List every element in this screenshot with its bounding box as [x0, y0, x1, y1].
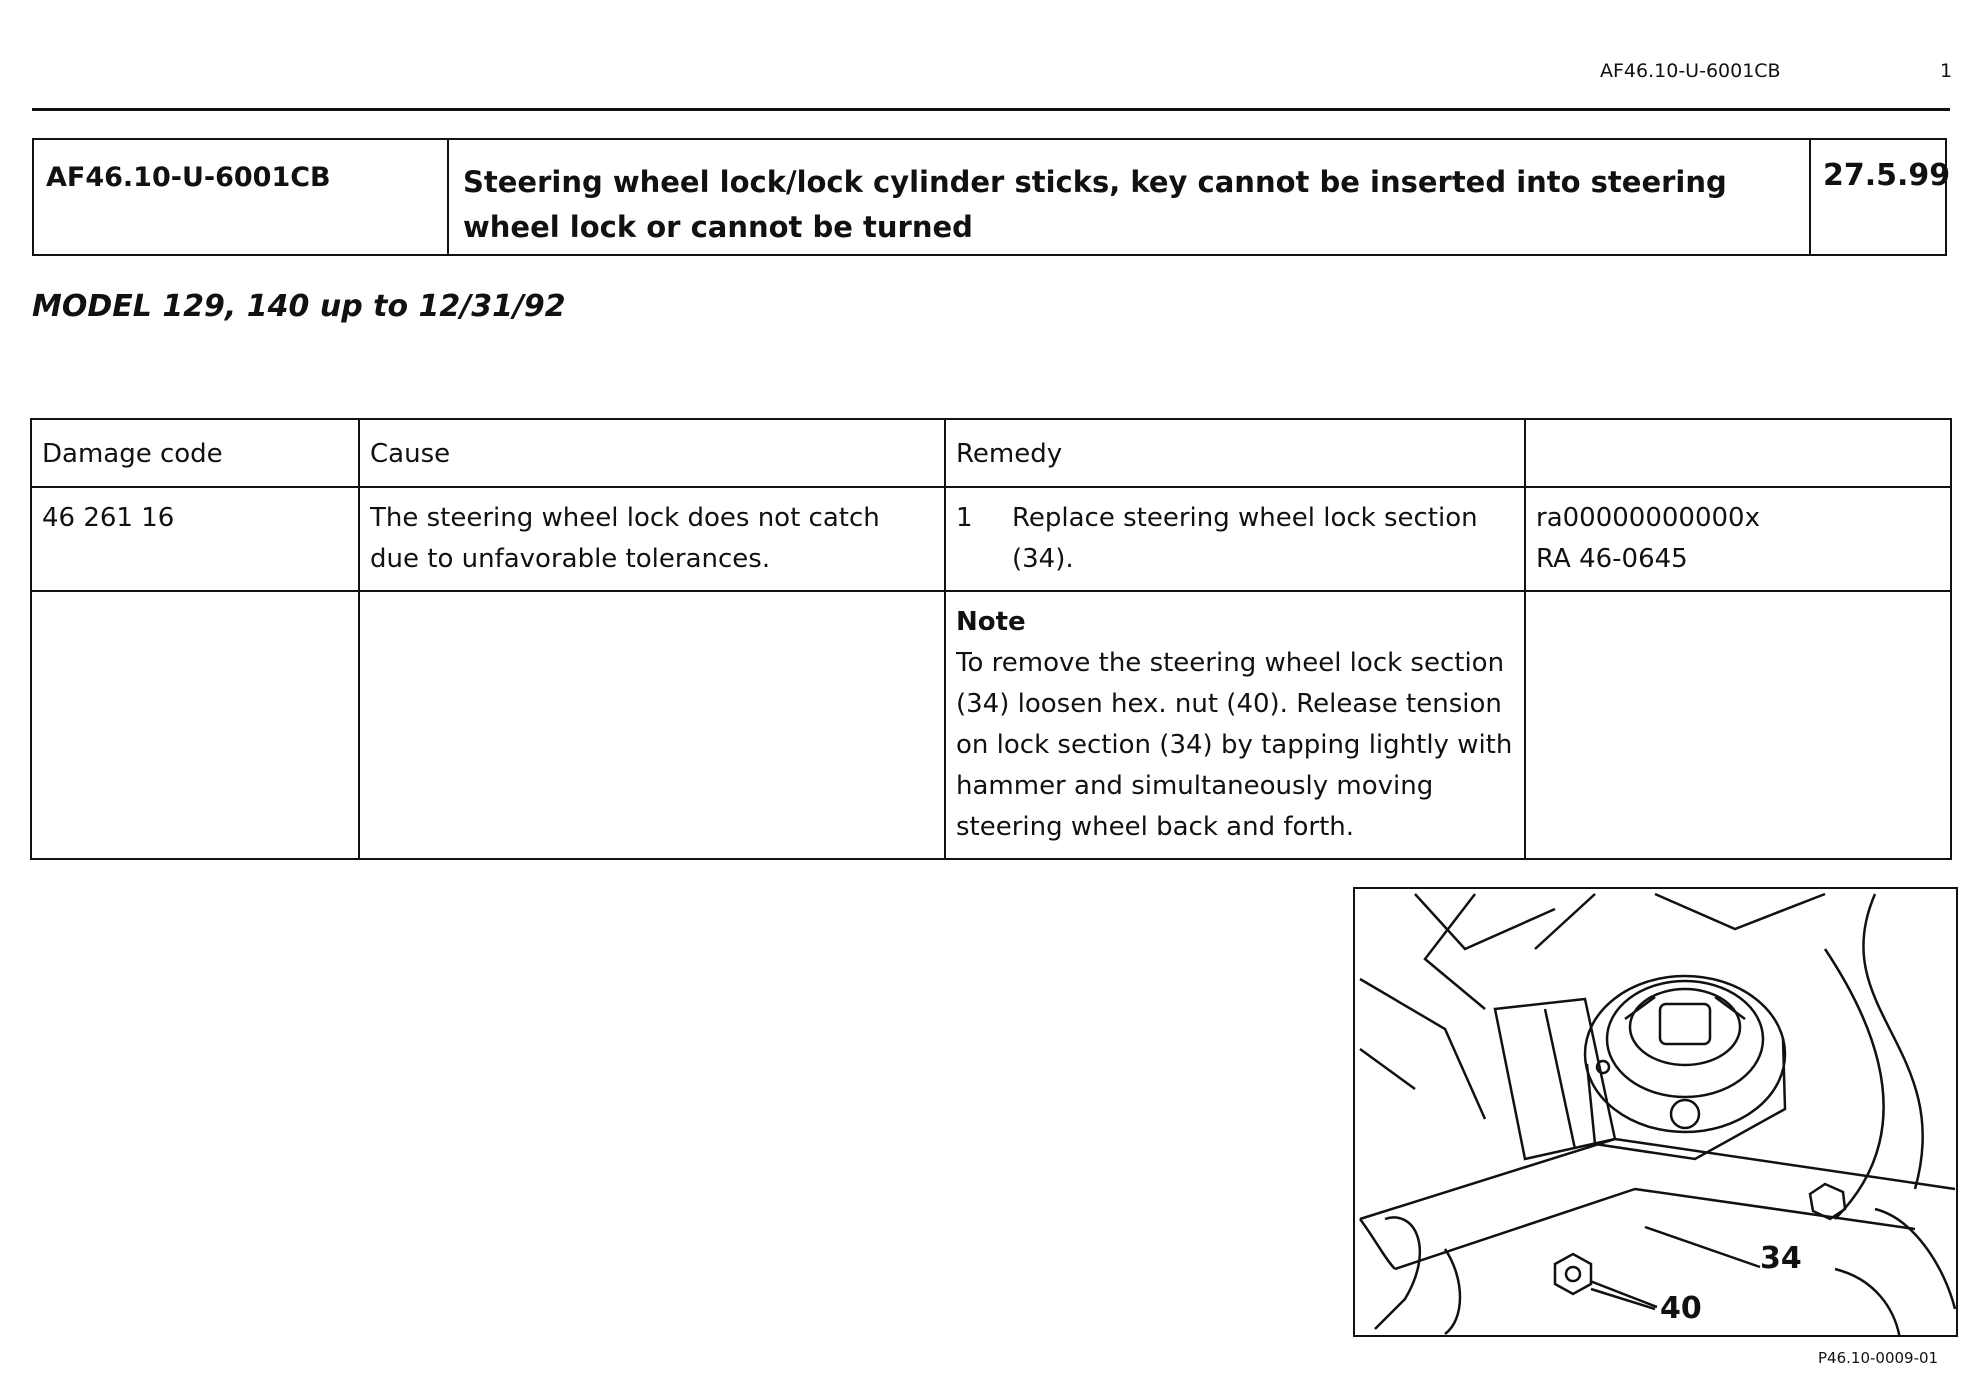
damage-code-cell: 46 261 16	[31, 487, 359, 591]
header-remedy: Remedy	[945, 419, 1525, 487]
figure-caption: P46.10-0009-01	[1818, 1349, 1939, 1367]
note-text: To remove the steering wheel lock section (34) loosen hex. nut (40). Release tension on lock section (34) by tapping lightly with hammer and simultaneously moving steering wheel back and forth.	[956, 648, 1513, 842]
table-header-row	[31, 419, 1951, 487]
reference-2[interactable]: RA 46-0645	[1536, 544, 1688, 574]
table-row	[31, 487, 1951, 591]
reference-cell	[1525, 487, 1951, 591]
title-block	[32, 138, 1951, 256]
reference-1[interactable]: ra00000000000x	[1536, 503, 1760, 533]
header-document-id: AF46.10-U-6001CB	[1600, 60, 1781, 82]
note-cell	[945, 591, 1525, 859]
note-heading: Note	[956, 607, 1026, 637]
header-damage-code: Damage code	[31, 419, 359, 487]
title-date: 27.5.99	[1823, 158, 1951, 193]
callout-34: 34	[1760, 1241, 1802, 1276]
callout-40: 40	[1660, 1291, 1702, 1326]
remedy-cell	[945, 487, 1525, 591]
title-code: AF46.10-U-6001CB	[34, 140, 449, 254]
empty-cell	[1525, 591, 1951, 859]
steering-column-drawing	[1355, 889, 1958, 1337]
table-row-note	[31, 591, 1951, 859]
remedy-step-text: Replace steering wheel lock section (34).	[1012, 503, 1478, 574]
header-rule	[32, 108, 1950, 111]
remedy-step-number: 1	[956, 503, 973, 533]
header-reference	[1525, 419, 1951, 487]
header-cause: Cause	[359, 419, 945, 487]
cause-cell: The steering wheel lock does not catch due to unfavorable tolerances.	[359, 487, 945, 591]
model-line: MODEL 129, 140 up to 12/31/92	[32, 289, 566, 324]
title-text: Steering wheel lock/lock cylinder sticks, key cannot be inserted into steering wheel lock or cannot be turned	[449, 140, 1811, 254]
damage-table	[30, 418, 1952, 860]
empty-cell	[359, 591, 945, 859]
header-page-number: 1	[1940, 60, 1953, 82]
empty-cell	[31, 591, 359, 859]
steering-lock-illustration	[1353, 887, 1958, 1337]
